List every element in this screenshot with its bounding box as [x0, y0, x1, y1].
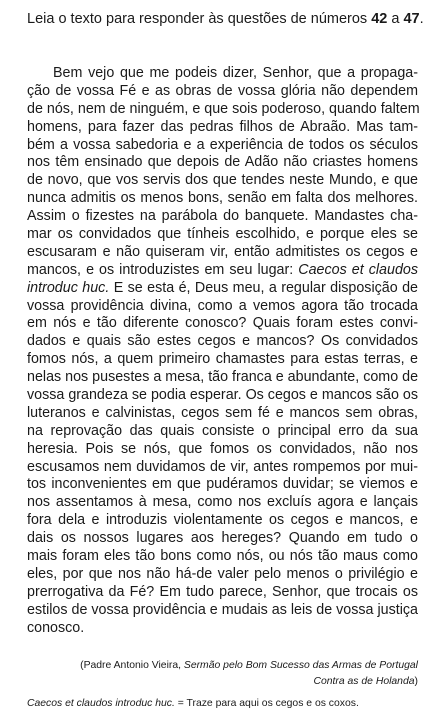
passage-line: na reprovação das quais consiste o principal erro da sua	[27, 422, 418, 439]
passage-line: vossa grandeza se podia esperar. Os cegos e mancos são os	[27, 387, 419, 404]
latin-phrase: Caecos et claudos	[298, 261, 418, 278]
passage-line: de nós, nem de ninguém, e que sois poderoso, quando faltem	[27, 100, 420, 117]
passage-line: escusamos nem duvidamos de vir, antes rompemos por mui-	[27, 458, 418, 475]
citation-line	[40, 674, 418, 690]
citation-close: )	[414, 676, 418, 688]
passage-line: bém a vossa sabedoria e a experiência de todos os séculos	[27, 136, 418, 153]
passage-line: luteranos e calvinistas, cegos sem fé e mancos sem obras,	[27, 404, 418, 421]
passage-line: Bem vejo que me podeis dizer, Senhor, que a propaga-	[53, 65, 418, 81]
passage-line: ção de vossa Fé e as obras de vossa glória não dependem	[27, 82, 418, 99]
passage-line-text: E se esta é, Deus meu, a regular disposição de	[113, 279, 418, 296]
glossary-note	[27, 697, 417, 711]
question-number-end: 47	[403, 11, 420, 27]
citation-title: Contra as de Holanda	[313, 676, 415, 688]
passage-line: homens, para fazer das pedras filhos de Abraão. Mas tam-	[27, 118, 418, 135]
passage-line	[27, 262, 418, 280]
passage-line: dados e quais são estes cegos e mancos? Os convidados	[27, 333, 418, 350]
passage-line: mar os convidados que tínheis escolhido, e porque eles se	[27, 226, 418, 243]
passage-line: Assim o fizestes na parábola do banquete. Mandastes cha-	[27, 208, 418, 225]
passage-line: fomos nós, a quem primeiro chamastes para estas terras, e	[27, 351, 418, 368]
passage	[27, 65, 418, 638]
instruction-suffix: .	[419, 11, 424, 27]
citation	[40, 658, 418, 690]
passage-line: dais os nossos lugares aos hereges? Quando em tudo o	[27, 530, 418, 547]
passage-line: prerrogativa da Fé? Em tudo parece, Senhor, que trocais os	[27, 583, 418, 600]
passage-line: nunca admitis os menos bons, senão em falta dos melhores.	[27, 190, 418, 207]
passage-line: conosco.	[27, 619, 85, 636]
passage-line	[27, 280, 418, 298]
passage-line: heresia. Pois se nós, que fomos os convidados, não nos	[27, 440, 418, 457]
question-number-start: 42	[371, 11, 388, 27]
latin-phrase: introduc huc.	[27, 279, 110, 296]
passage-line: em nós e tão diferente conosco? Quais foram estes convi-	[27, 315, 418, 332]
glossary-term: Caecos et claudos introduc huc.	[27, 698, 175, 709]
passage-line: eles, por que nos não há-de valer pelo menos o privilégio e	[27, 565, 418, 582]
passage-line: nos assentamos à mesa, como nos excluís agora e lançais	[27, 494, 418, 511]
passage-line: mais foram eles tão bons como nós, ou nós tão maus como	[27, 548, 418, 565]
citation-line	[40, 658, 418, 674]
instruction-middle: a	[387, 11, 404, 27]
passage-line: nos têm ensinado que depois de Adão não criastes homens	[27, 154, 418, 171]
instruction-prefix: Leia o texto para responder às questões de números	[27, 11, 372, 27]
citation-open: (Padre Antonio Vieira,	[80, 660, 184, 671]
passage-line: de novo, que vos servis dos que tendes neste Mundo, e que	[27, 172, 418, 189]
passage-line: estilos de vossa providência e mudais as leis de vossa justiça	[27, 601, 418, 618]
passage-line: vossa providência divina, como a vemos agora tão trocada	[27, 297, 418, 314]
instruction	[27, 10, 424, 28]
passage-line: nelas nos pusestes a mesa, tão franca e abundante, como de	[27, 369, 419, 386]
passage-line-text: mancos, e os introduzistes em seu lugar:	[27, 261, 294, 278]
passage-line: tos inconvenientes em que pudéramos duvidar; se viemos e	[27, 476, 418, 493]
passage-line: escusaram e não quiseram vir, então admitistes os cegos e	[27, 243, 418, 260]
glossary-definition: = Traze para aqui os cegos e os coxos.	[174, 698, 359, 709]
passage-line: fora dela e introduzis violentamente os cegos e mancos, e	[27, 512, 418, 529]
citation-title: Sermão pelo Bom Sucesso das Armas de Portugal	[183, 660, 418, 671]
